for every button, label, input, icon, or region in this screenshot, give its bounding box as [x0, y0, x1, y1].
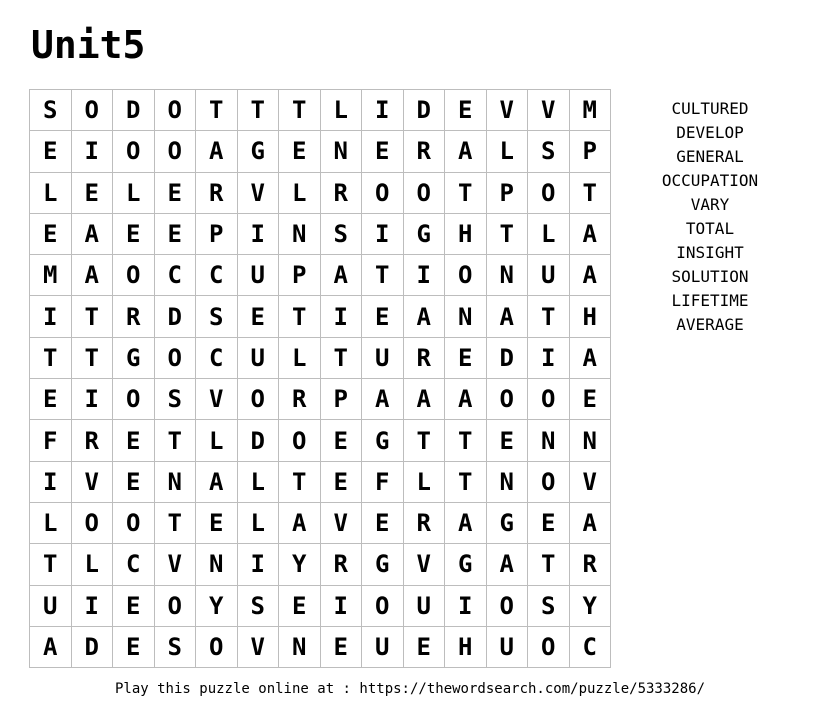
grid-cell: I [321, 586, 363, 627]
grid-cell: U [404, 586, 446, 627]
grid-cell: L [279, 173, 321, 214]
grid-cell: O [155, 90, 197, 131]
grid-cell: Y [196, 586, 238, 627]
grid-cell: O [155, 338, 197, 379]
grid-cell: E [570, 379, 612, 420]
grid-cell: O [528, 379, 570, 420]
grid-cell: E [445, 338, 487, 379]
grid-cell: O [113, 131, 155, 172]
grid-cell: O [528, 173, 570, 214]
grid-cell: L [404, 462, 446, 503]
grid-cell: T [279, 296, 321, 337]
grid-cell: N [487, 462, 529, 503]
grid-cell: R [321, 544, 363, 585]
grid-cell: V [155, 544, 197, 585]
grid-cell: E [321, 462, 363, 503]
grid-cell: N [279, 627, 321, 668]
word-list-item: SOLUTION [671, 267, 749, 286]
grid-cell: R [279, 379, 321, 420]
grid-cell: O [279, 420, 321, 461]
grid-cell: G [445, 544, 487, 585]
grid-cell: V [321, 503, 363, 544]
grid-cell: T [155, 503, 197, 544]
grid-cell: U [362, 627, 404, 668]
grid-cell: T [445, 462, 487, 503]
grid-cell: I [238, 214, 280, 255]
grid-cell: I [72, 586, 114, 627]
grid-cell: A [196, 131, 238, 172]
grid-cell: T [279, 90, 321, 131]
grid-cell: G [404, 214, 446, 255]
grid-cell: O [238, 379, 280, 420]
grid-cell: T [321, 338, 363, 379]
grid-cell: P [196, 214, 238, 255]
grid-cell: N [196, 544, 238, 585]
grid-cell: L [196, 420, 238, 461]
grid-cell: R [404, 503, 446, 544]
word-list-item: AVERAGE [676, 315, 744, 334]
word-list [650, 97, 770, 337]
grid-cell: V [238, 627, 280, 668]
grid-cell: S [321, 214, 363, 255]
grid-cell: G [113, 338, 155, 379]
grid-cell: T [445, 420, 487, 461]
grid-cell: V [570, 462, 612, 503]
grid-cell: I [30, 296, 72, 337]
grid-cell: V [196, 379, 238, 420]
grid-cell: N [570, 420, 612, 461]
grid-cell: A [404, 296, 446, 337]
grid-cell: E [321, 420, 363, 461]
grid-cell: I [72, 379, 114, 420]
grid-cell: S [196, 296, 238, 337]
grid-cell: E [196, 503, 238, 544]
grid-cell: N [155, 462, 197, 503]
grid-cell: C [113, 544, 155, 585]
grid-cell: Y [570, 586, 612, 627]
grid-cell: I [404, 255, 446, 296]
grid-cell: H [445, 627, 487, 668]
grid-cell: I [321, 296, 363, 337]
grid-cell: E [362, 131, 404, 172]
word-list-item: DEVELOP [676, 123, 744, 142]
grid-cell: L [238, 462, 280, 503]
grid-cell: S [155, 627, 197, 668]
grid-cell: L [238, 503, 280, 544]
grid-cell: L [72, 544, 114, 585]
grid-cell: L [279, 338, 321, 379]
grid-cell: E [113, 462, 155, 503]
word-list-item: CULTURED [671, 99, 749, 118]
grid-cell: R [404, 131, 446, 172]
grid-cell: R [570, 544, 612, 585]
grid-cell: P [279, 255, 321, 296]
grid-cell: T [528, 544, 570, 585]
grid-cell: F [30, 420, 72, 461]
grid-cell: Y [279, 544, 321, 585]
grid-cell: L [321, 90, 363, 131]
grid-cell: A [30, 627, 72, 668]
word-list-item: INSIGHT [676, 243, 744, 262]
grid-cell: A [321, 255, 363, 296]
grid-cell: A [72, 214, 114, 255]
grid-cell: E [113, 214, 155, 255]
grid-cell: O [404, 173, 446, 214]
grid-cell: R [404, 338, 446, 379]
word-list-item: OCCUPATION [661, 171, 759, 190]
grid-cell: T [155, 420, 197, 461]
grid-cell: T [362, 255, 404, 296]
grid-cell: I [238, 544, 280, 585]
grid-cell: V [72, 462, 114, 503]
grid-cell: R [321, 173, 363, 214]
grid-cell: A [570, 503, 612, 544]
grid-cell: E [30, 379, 72, 420]
grid-cell: H [445, 214, 487, 255]
grid-cell: L [113, 173, 155, 214]
grid-cell: S [238, 586, 280, 627]
grid-cell: I [30, 462, 72, 503]
grid-cell: O [113, 503, 155, 544]
grid-cell: E [279, 131, 321, 172]
grid-cell: U [30, 586, 72, 627]
grid-cell: D [404, 90, 446, 131]
grid-cell: G [487, 503, 529, 544]
grid-cell: T [30, 544, 72, 585]
grid-cell: V [238, 173, 280, 214]
grid-cell: U [362, 338, 404, 379]
grid-cell: T [445, 173, 487, 214]
grid-cell: P [487, 173, 529, 214]
grid-cell: E [321, 627, 363, 668]
puzzle-title: Unit5 [31, 23, 146, 67]
grid-cell: D [72, 627, 114, 668]
grid-cell: A [362, 379, 404, 420]
grid-cell: T [238, 90, 280, 131]
grid-cell: T [528, 296, 570, 337]
grid-cell: G [362, 544, 404, 585]
grid-cell: F [362, 462, 404, 503]
grid-cell: O [113, 379, 155, 420]
grid-cell: C [570, 627, 612, 668]
grid-cell: D [113, 90, 155, 131]
grid-cell: A [445, 503, 487, 544]
grid-cell: I [362, 214, 404, 255]
grid-cell: O [196, 627, 238, 668]
grid-cell: A [72, 255, 114, 296]
grid-cell: L [528, 214, 570, 255]
grid-cell: T [279, 462, 321, 503]
grid-cell: E [155, 214, 197, 255]
grid-cell: T [196, 90, 238, 131]
grid-cell: E [362, 503, 404, 544]
grid-cell: O [72, 90, 114, 131]
grid-cell: A [445, 379, 487, 420]
grid-cell: E [72, 173, 114, 214]
grid-cell: V [528, 90, 570, 131]
grid-cell: E [113, 586, 155, 627]
footer-text: Play this puzzle online at : https://thewordsearch.com/puzzle/5333286/ [114, 681, 705, 697]
grid-cell: U [528, 255, 570, 296]
word-list-item: VARY [690, 195, 730, 214]
grid-cell: U [238, 338, 280, 379]
grid-cell: D [487, 338, 529, 379]
grid-cell: P [570, 131, 612, 172]
grid-cell: E [155, 173, 197, 214]
grid-cell: L [30, 503, 72, 544]
grid-cell: I [72, 131, 114, 172]
word-list-item: LIFETIME [671, 291, 749, 310]
grid-cell: O [362, 586, 404, 627]
grid-cell: L [487, 131, 529, 172]
grid-cell: N [445, 296, 487, 337]
grid-cell: V [487, 90, 529, 131]
grid-cell: I [528, 338, 570, 379]
grid-cell: G [238, 131, 280, 172]
grid-cell: T [30, 338, 72, 379]
grid-cell: A [487, 544, 529, 585]
grid-cell: I [445, 586, 487, 627]
grid-cell: S [528, 131, 570, 172]
grid-cell: M [30, 255, 72, 296]
grid-cell: E [30, 214, 72, 255]
grid-cell: T [487, 214, 529, 255]
grid-cell: A [404, 379, 446, 420]
grid-cell: N [279, 214, 321, 255]
grid-cell: T [72, 296, 114, 337]
grid-cell: E [238, 296, 280, 337]
grid-cell: O [113, 255, 155, 296]
grid-cell: E [113, 627, 155, 668]
grid-cell: E [404, 627, 446, 668]
grid-cell: V [404, 544, 446, 585]
grid-cell: N [528, 420, 570, 461]
grid-cell: C [196, 255, 238, 296]
grid-cell: O [155, 586, 197, 627]
grid-cell: A [487, 296, 529, 337]
grid-cell: R [72, 420, 114, 461]
grid-cell: E [487, 420, 529, 461]
grid-cell: U [238, 255, 280, 296]
grid-cell: A [196, 462, 238, 503]
grid-cell: O [445, 255, 487, 296]
grid-cell: S [528, 586, 570, 627]
grid-cell: S [30, 90, 72, 131]
grid-cell: I [362, 90, 404, 131]
grid-cell: A [279, 503, 321, 544]
grid-cell: E [445, 90, 487, 131]
grid-cell: O [528, 627, 570, 668]
grid-cell: R [113, 296, 155, 337]
grid-cell: C [196, 338, 238, 379]
grid-cell: E [30, 131, 72, 172]
grid-cell: E [279, 586, 321, 627]
grid-cell: E [113, 420, 155, 461]
grid-cell: D [238, 420, 280, 461]
word-list-item: GENERAL [676, 147, 744, 166]
grid-cell: O [72, 503, 114, 544]
grid-cell: D [155, 296, 197, 337]
grid-cell: E [362, 296, 404, 337]
grid-cell: P [321, 379, 363, 420]
grid-cell: L [30, 173, 72, 214]
grid-cell: O [362, 173, 404, 214]
word-list-item: TOTAL [685, 219, 735, 238]
grid-cell: T [72, 338, 114, 379]
grid-cell: H [570, 296, 612, 337]
grid-cell: M [570, 90, 612, 131]
grid-cell: O [487, 586, 529, 627]
grid-cell: A [570, 214, 612, 255]
grid-cell: A [445, 131, 487, 172]
grid-cell: T [570, 173, 612, 214]
grid-cell: N [487, 255, 529, 296]
grid-cell: E [528, 503, 570, 544]
grid-cell: O [487, 379, 529, 420]
grid-cell: T [404, 420, 446, 461]
grid-cell: N [321, 131, 363, 172]
grid-cell: A [570, 255, 612, 296]
grid-cell: C [155, 255, 197, 296]
grid-cell: G [362, 420, 404, 461]
grid-cell: R [196, 173, 238, 214]
grid-cell: O [528, 462, 570, 503]
grid-cell: O [155, 131, 197, 172]
grid-cell: A [570, 338, 612, 379]
grid-cell: S [155, 379, 197, 420]
letter-grid [29, 89, 611, 668]
grid-cell: U [487, 627, 529, 668]
